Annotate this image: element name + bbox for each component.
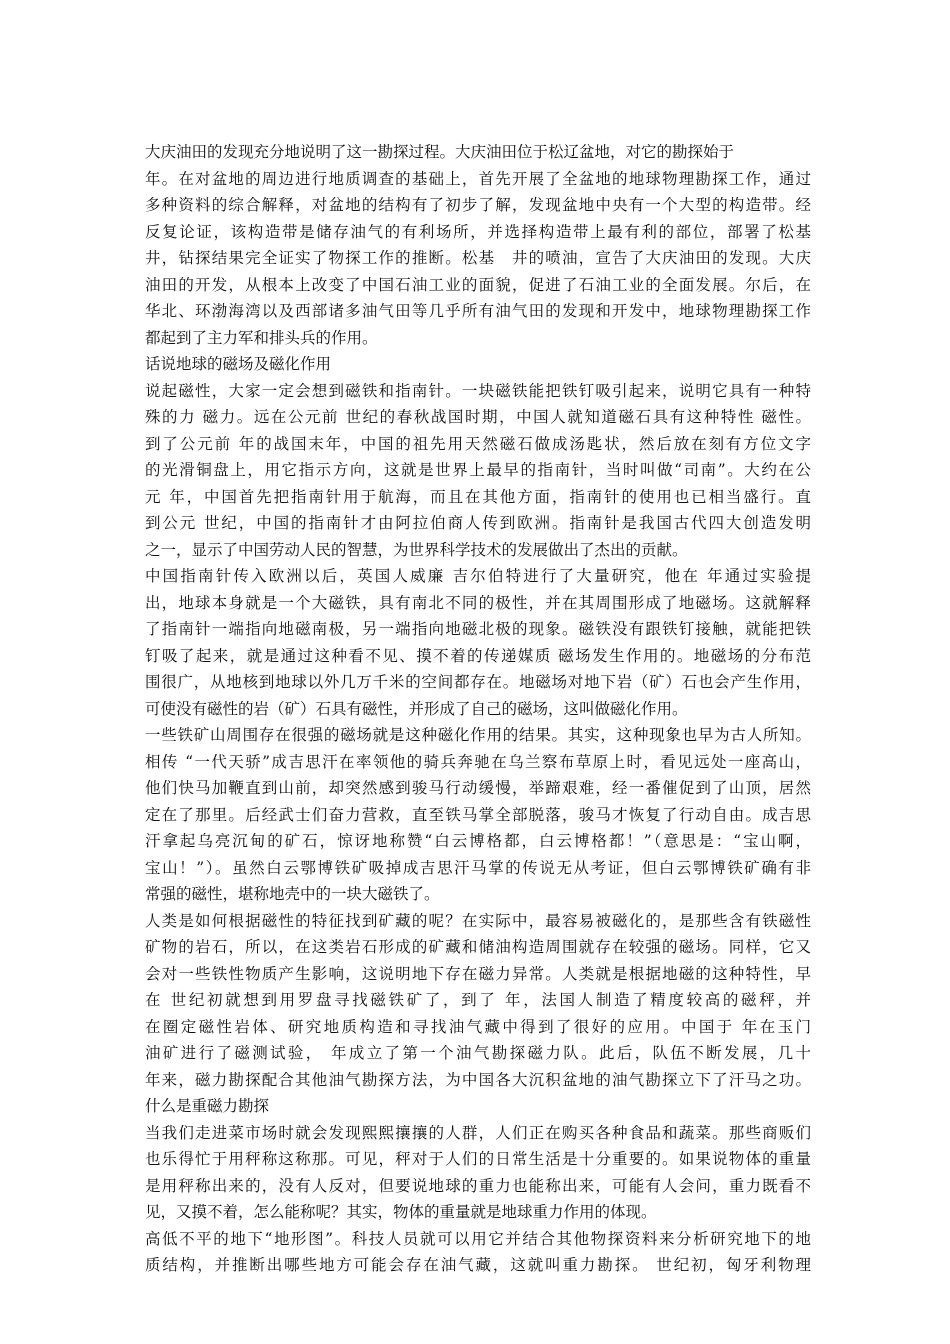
text-line: 一些铁矿山周围存在很强的磁场就是这种磁化作用的结果。其实，这种现象也早为古人所知。 bbox=[145, 726, 811, 744]
text-line: 说起磁性，大家一定会想到磁铁和指南针。一块磁铁能把铁钉吸引起来，说明它具有一种特 bbox=[145, 381, 811, 400]
text-line: 出，地球本身就是一个大磁铁，具有南北不同的极性，并在其周围形成了地磁场。这就解释 bbox=[145, 593, 811, 612]
text-line: 中国指南针传入欧洲以后，英国人威廉 吉尔伯特进行了大量研究，他在 年通过实验提 bbox=[145, 567, 811, 585]
text-line: 之一，显示了中国劳动人民的智慧，为世界科学技术的发展做出了杰出的贡献。 bbox=[145, 540, 688, 559]
text-line: 他们快马加鞭直到山前，却突然感到骏马行动缓慢，举蹄艰难，经一番催促到了山顶，居然 bbox=[145, 779, 811, 797]
text-line: 也乐得忙于用秤称这称那。可见，秤对于人们的日常生活是十分重要的。如果说物体的重量 bbox=[145, 1150, 811, 1168]
text-line: 围很广，从地核到地球以外几万千米的空间都存在。地磁场对地下岩（矿）石也会产生作用， bbox=[145, 673, 811, 691]
text-line: 到了公元前 年的战国末年，中国的祖先用天然磁石做成汤匙状，然后放在刻有方位文字 bbox=[145, 434, 811, 453]
text-line: 到公元 世纪，中国的指南针才由阿拉伯商人传到欧洲。指南针是我国古代四大创造发明 bbox=[145, 514, 811, 532]
text-line: 在 世纪初就想到用罗盘寻找磁铁矿了，到了 年，法国人制造了精度较高的磁秤，并 bbox=[145, 991, 811, 1009]
text-line: 年来，磁力勘探配合其他油气勘探方法，为中国各大沉积盆地的油气勘探立下了汗马之功。 bbox=[145, 1070, 811, 1089]
text-line: 当我们走进菜市场时就会发现熙熙攘攘的人群，人们正在购买各种食品和蔬菜。那些商贩们 bbox=[145, 1123, 811, 1142]
text-line: 反复论证，该构造带是储存油气的有利场所，并选择构造带上最有利的部位，部署了松基 bbox=[145, 222, 811, 241]
text-line: 话说地球的磁场及磁化作用 bbox=[145, 355, 332, 373]
text-line: 井，钻探结果完全证实了物探工作的推断。松基 井的喷油，宣告了大庆油田的发现。大庆 bbox=[145, 249, 811, 267]
text-line: 殊的力 磁力。远在公元前 世纪的春秋战国时期，中国人就知道磁石具有这种特性 磁性。 bbox=[145, 408, 811, 426]
text-line: 汗拿起乌亮沉甸的矿石，惊讶地称赞“白云博格都，白云博格都！”（意思是：“宝山啊， bbox=[145, 832, 811, 850]
text-line: 在圈定磁性岩体、研究地质构造和寻找油气藏中得到了很好的应用。中国于 年在玉门 bbox=[145, 1017, 811, 1036]
text-line: 是用秤称出来的，没有人反对，但要说地球的重力也能称出来，可能有人会问，重力既看不 bbox=[145, 1176, 811, 1195]
text-line: 人类是如何根据磁性的特征找到矿藏的呢？在实际中，最容易被磁化的，是那些含有铁磁性 bbox=[145, 911, 811, 930]
text-line: 钉吸了起来，就是通过这种看不见、摸不着的传递媒质 磁场发生作用的。地磁场的分布范 bbox=[145, 646, 811, 665]
text-line: 定在了那里。后经武士们奋力营救，直至铁马掌全部脱落，骏马才恢复了行动自由。成吉思 bbox=[145, 805, 811, 824]
text-line: 大庆油田的发现充分地说明了这一勘探过程。大庆油田位于松辽盆地，对它的勘探始于 bbox=[145, 143, 735, 161]
text-line: 油矿进行了磁测试验， 年成立了第一个油气勘探磁力队。此后，队伍不断发展，几十 bbox=[145, 1044, 811, 1062]
text-line: 质结构，并推断出哪些地方可能会存在油气藏，这就叫重力勘探。 世纪初，匈牙利物理 bbox=[145, 1256, 811, 1274]
text-line: 可使没有磁性的岩（矿）石具有磁性，并形成了自己的磁场，这叫做磁化作用。 bbox=[145, 699, 688, 718]
text-line: 元 年，中国首先把指南针用于航海，而且在其他方面，指南针的使用也已相当盛行。直 bbox=[145, 487, 811, 506]
document-body bbox=[145, 139, 811, 1279]
text-line: 矿物的岩石，所以，在这类岩石形成的矿藏和储油构造周围就存在较强的磁场。同样，它又 bbox=[145, 938, 811, 956]
text-line: 见，又摸不着，怎么能称呢？其实，物体的重量就是地球重力作用的体现。 bbox=[145, 1203, 657, 1221]
text-line: 了指南针一端指向地磁南极，另一端指向地磁北极的现象。磁铁没有跟铁钉接触，就能把铁 bbox=[145, 620, 811, 638]
text-line: 华北、环渤海湾以及西部诸多油气田等几乎所有油气田的发现和开发中，地球物理勘探工作 bbox=[145, 302, 811, 320]
text-line: 年。在对盆地的周边进行地质调查的基础上，首先开展了全盆地的地球物理勘探工作，通过 bbox=[145, 169, 811, 188]
text-line: 常强的磁性，堪称地壳中的一块大磁铁了。 bbox=[145, 885, 440, 903]
text-line: 都起到了主力军和排头兵的作用。 bbox=[145, 328, 378, 347]
text-line: 什么是重磁力勘探 bbox=[145, 1097, 270, 1115]
text-line: 宝山！”）。虽然白云鄂博铁矿吸掉成吉思汗马掌的传说无从考证，但白云鄂博铁矿确有非 bbox=[145, 858, 811, 877]
text-line: 油田的开发，从根本上改变了中国石油工业的面貌，促进了石油工业的全面发展。尔后，在 bbox=[145, 275, 811, 294]
text-line: 相传 “一代天骄”成吉思汗在率领他的骑兵奔驰在乌兰察布草原上时，看见远处一座高山， bbox=[145, 752, 811, 771]
text-line: 的光滑铜盘上，用它指示方向，这就是世界上最早的指南针，当时叫做“司南”。大约在公 bbox=[145, 461, 811, 479]
text-line: 高低不平的地下“地形图”。科技人员就可以用它并结合其他物探资料来分析研究地下的地 bbox=[145, 1229, 811, 1248]
text-line: 多种资料的综合解释，对盆地的结构有了初步了解，发现盆地中央有一个大型的构造带。经 bbox=[145, 196, 811, 214]
text-line: 会对一些铁性物质产生影响，这说明地下存在磁力异常。人类就是根据地磁的这种特性，早 bbox=[145, 964, 811, 983]
